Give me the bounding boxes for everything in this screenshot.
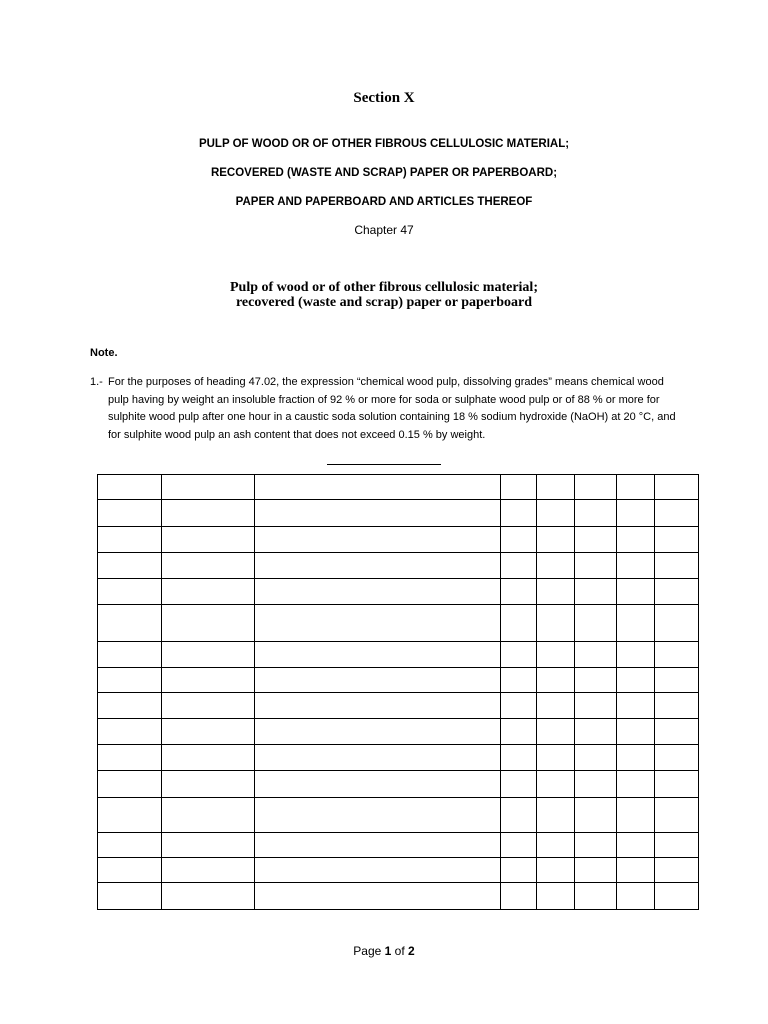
table-cell	[501, 526, 537, 552]
table-cell	[255, 500, 501, 526]
table-cell	[537, 578, 575, 604]
table-cell	[98, 771, 162, 797]
table-cell	[537, 667, 575, 692]
table-cell	[655, 719, 699, 744]
table-cell	[255, 797, 501, 832]
table-cell	[617, 578, 655, 604]
table-cell	[255, 642, 501, 667]
table-cell	[98, 526, 162, 552]
table-cell	[162, 744, 255, 770]
table-cell	[255, 605, 501, 642]
table-row	[98, 642, 699, 667]
table-row	[98, 832, 699, 857]
table-cell	[537, 719, 575, 744]
table-cell	[617, 500, 655, 526]
table-cell	[98, 692, 162, 718]
table-cell	[537, 858, 575, 883]
table-cell	[255, 667, 501, 692]
table-row	[98, 797, 699, 832]
table-cell	[162, 667, 255, 692]
table-cell	[162, 771, 255, 797]
section-heading-line-1: PULP OF WOOD OR OF OTHER FIBROUS CELLULOSIC MATERIAL;	[198, 138, 570, 150]
table-cell	[501, 883, 537, 910]
table-cell	[537, 500, 575, 526]
table-cell	[162, 526, 255, 552]
table-cell	[655, 744, 699, 770]
table-cell	[162, 692, 255, 718]
table-row	[98, 500, 699, 526]
table-cell	[255, 744, 501, 770]
table-cell	[617, 832, 655, 857]
table-cell	[617, 744, 655, 770]
table-cell	[655, 526, 699, 552]
section-title: Section X	[353, 90, 415, 106]
table-cell	[98, 744, 162, 770]
table-cell	[617, 692, 655, 718]
table-cell	[617, 642, 655, 667]
table-cell	[617, 553, 655, 578]
table-cell	[655, 667, 699, 692]
chapter-label: Chapter 47	[354, 223, 414, 237]
table-cell	[537, 605, 575, 642]
table-row	[98, 883, 699, 910]
table-cell	[575, 475, 617, 500]
table-cell	[575, 553, 617, 578]
table-cell	[501, 692, 537, 718]
note-text: For the purposes of heading 47.02, the expression “chemical wood pulp, dissolving grades” means chemical wood pulp having by weight an insoluble fraction of 92 % or more for soda or sulphate wood pulp or of 88 % or more for sulphite wood pulp after one hour in a caustic soda solution containing 18 % sodium hydroxide (NaOH) at 20 °C, and for sulphite wood pulp an ash content that does not exceed 0.15 % by weight.	[108, 376, 676, 441]
table-cell	[162, 578, 255, 604]
chapter-title-line-2: recovered (waste and scrap) paper or paperboard	[235, 295, 533, 310]
table-cell	[98, 832, 162, 857]
section-heading-line-2: RECOVERED (WASTE AND SCRAP) PAPER OR PAPERBOARD;	[210, 167, 558, 179]
table-cell	[501, 719, 537, 744]
table-cell	[501, 642, 537, 667]
table-cell	[162, 797, 255, 832]
table-cell	[655, 500, 699, 526]
table-cell	[655, 883, 699, 910]
table-cell	[501, 605, 537, 642]
table-cell	[537, 832, 575, 857]
table-cell	[501, 744, 537, 770]
table-cell	[162, 475, 255, 500]
page-footer	[0, 944, 768, 958]
table-cell	[575, 832, 617, 857]
table-cell	[501, 667, 537, 692]
table-cell	[501, 858, 537, 883]
table-cell	[655, 797, 699, 832]
table-row	[98, 553, 699, 578]
table-cell	[617, 883, 655, 910]
chapter-title	[0, 280, 768, 310]
table-row	[98, 719, 699, 744]
table-row	[98, 744, 699, 770]
table-row	[98, 667, 699, 692]
table-cell	[98, 667, 162, 692]
table-cell	[575, 667, 617, 692]
table-cell	[617, 605, 655, 642]
table-cell	[255, 832, 501, 857]
table-cell	[98, 642, 162, 667]
table-cell	[655, 832, 699, 857]
table-cell	[617, 797, 655, 832]
table-cell	[617, 858, 655, 883]
table-cell	[98, 500, 162, 526]
table-cell	[655, 771, 699, 797]
table-cell	[655, 692, 699, 718]
table-cell	[162, 605, 255, 642]
table-cell	[98, 719, 162, 744]
table-cell	[655, 578, 699, 604]
table-cell	[575, 578, 617, 604]
table-cell	[537, 883, 575, 910]
table-cell	[537, 526, 575, 552]
table-cell	[255, 578, 501, 604]
table-cell	[501, 500, 537, 526]
table-row	[98, 578, 699, 604]
table-cell	[575, 500, 617, 526]
table-cell	[501, 771, 537, 797]
table-cell	[537, 553, 575, 578]
table-row	[98, 526, 699, 552]
table-cell	[98, 578, 162, 604]
table-cell	[501, 797, 537, 832]
table-cell	[655, 605, 699, 642]
table-cell	[655, 642, 699, 667]
table-cell	[162, 832, 255, 857]
table-cell	[617, 771, 655, 797]
table-cell	[501, 553, 537, 578]
table-row	[98, 858, 699, 883]
table-row	[98, 605, 699, 642]
table-cell	[575, 526, 617, 552]
table-cell	[537, 771, 575, 797]
table-cell	[617, 719, 655, 744]
table-cell	[501, 578, 537, 604]
separator-line	[327, 464, 441, 465]
table-cell	[162, 553, 255, 578]
table-cell	[575, 719, 617, 744]
footer-prefix: Page	[353, 944, 385, 958]
footer-middle: of	[391, 944, 409, 958]
table-cell	[575, 883, 617, 910]
table-cell	[98, 605, 162, 642]
table-cell	[537, 692, 575, 718]
table-cell	[98, 475, 162, 500]
table-cell	[617, 526, 655, 552]
table-row	[98, 692, 699, 718]
table-cell	[162, 858, 255, 883]
table-row	[98, 771, 699, 797]
table-cell	[98, 883, 162, 910]
note-label: Note.	[90, 347, 118, 359]
table-cell	[255, 771, 501, 797]
table-cell	[162, 883, 255, 910]
tariff-table	[97, 474, 699, 910]
table-cell	[575, 692, 617, 718]
table-cell	[575, 744, 617, 770]
table-cell	[655, 553, 699, 578]
table-cell	[98, 858, 162, 883]
footer-current-page: 1	[384, 944, 392, 958]
table-cell	[255, 719, 501, 744]
note-number: 1.-	[90, 376, 103, 388]
chapter-title-line-1: Pulp of wood or of other fibrous cellulosic material;	[230, 280, 538, 295]
table-cell	[575, 797, 617, 832]
table-cell	[255, 883, 501, 910]
table-cell	[255, 858, 501, 883]
table-cell	[501, 832, 537, 857]
table-row	[98, 475, 699, 500]
table-cell	[537, 475, 575, 500]
table-cell	[537, 642, 575, 667]
table-cell	[255, 692, 501, 718]
table-cell	[162, 719, 255, 744]
table-cell	[98, 797, 162, 832]
table-cell	[575, 605, 617, 642]
table-cell	[537, 744, 575, 770]
table-cell	[575, 642, 617, 667]
section-heading-line-3: PAPER AND PAPERBOARD AND ARTICLES THEREOF	[235, 196, 533, 208]
table-cell	[255, 526, 501, 552]
table-cell	[501, 475, 537, 500]
table-cell	[575, 858, 617, 883]
footer-total-pages: 2	[408, 944, 415, 958]
table-cell	[255, 475, 501, 500]
table-cell	[98, 553, 162, 578]
table-cell	[255, 553, 501, 578]
table-cell	[537, 797, 575, 832]
table-cell	[617, 475, 655, 500]
table-cell	[617, 667, 655, 692]
table-cell	[575, 771, 617, 797]
table-cell	[655, 475, 699, 500]
table-cell	[162, 500, 255, 526]
table-cell	[655, 858, 699, 883]
table-cell	[162, 642, 255, 667]
